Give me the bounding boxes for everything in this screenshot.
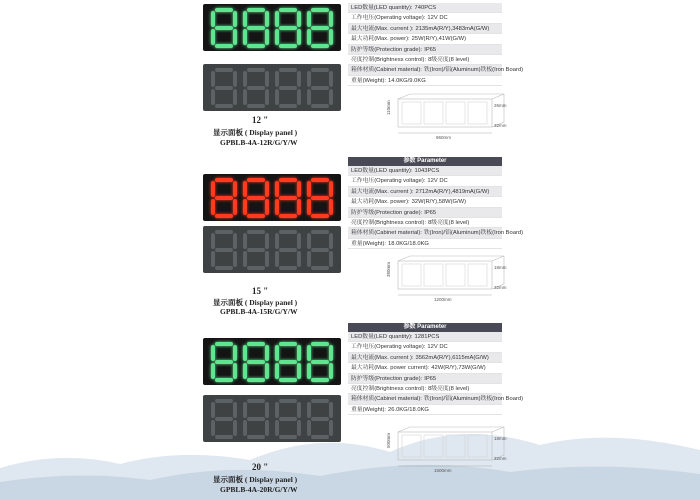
spec-key: 重量(Weight):	[351, 406, 387, 413]
model-code-20: GPBLB-4A-20R/G/Y/W	[220, 485, 298, 494]
spec-row	[348, 363, 502, 373]
spec-value: 26.0KG/18.0KG	[388, 406, 429, 413]
spec-table-20	[348, 323, 524, 415]
spec-key: 最大电流(Max. current ):	[351, 25, 414, 32]
spec-key: 最大功耗(Max. power):	[351, 36, 410, 43]
spec-row	[348, 3, 502, 13]
dim-side-15: 32mm	[494, 285, 507, 290]
spec-value: 8级亮度(8 level)	[428, 219, 470, 226]
parameter-header: 参数 Parameter	[348, 157, 502, 166]
spec-row	[348, 342, 502, 352]
spec-key: 重量(Weight):	[351, 77, 387, 84]
dim-depth-15: 18mm	[494, 265, 507, 270]
spec-key: 重量(Weight):	[351, 240, 387, 247]
seven-segment-digit	[211, 8, 237, 48]
display-panel-unlit-15	[203, 226, 341, 273]
spec-value: 42W(R/Y),73W(G/W)	[431, 365, 486, 372]
spec-value: IP65	[424, 209, 437, 216]
spec-value: 8级亮度(8 level)	[428, 385, 470, 392]
seven-segment-digit	[243, 8, 269, 48]
spec-row	[348, 34, 502, 44]
panel-size-label-20: 20 "	[252, 462, 269, 472]
spec-value: 740PCS	[414, 5, 437, 11]
spec-row	[348, 13, 502, 23]
seven-segment-digit	[275, 399, 301, 439]
spec-key: LED数量(LED quantity):	[351, 5, 413, 11]
spec-row	[348, 187, 502, 197]
display-panel-unlit-20	[203, 395, 341, 442]
spec-row	[348, 24, 502, 34]
model-code-12: GPBLB-4A-12R/G/Y/W	[220, 138, 298, 147]
spec-key: 亮度控制(Brightness control):	[351, 385, 427, 392]
dim-width-15: 1200mm	[434, 297, 452, 302]
spec-value: IP65	[424, 375, 437, 382]
panel-name-12: 显示面板 ( Display panel )	[213, 128, 298, 137]
spec-row	[348, 45, 502, 55]
dim-width-12: 960mm	[436, 135, 452, 140]
spec-value: 14.0KG/9.0KG	[388, 77, 426, 84]
spec-row	[348, 405, 502, 415]
dim-height-15: 380mm	[386, 261, 391, 277]
seven-segment-digit	[275, 342, 301, 382]
spec-key: 最大功耗(Max. power):	[351, 199, 410, 206]
spec-row	[348, 228, 524, 238]
spec-key: 工作电压(Operating voltage):	[351, 344, 426, 351]
spec-key: 亮度控制(Brightness control):	[351, 56, 427, 63]
seven-segment-digit	[243, 399, 269, 439]
dim-height-12: 110mm	[386, 100, 391, 115]
cabinet-drawing-20	[384, 426, 507, 474]
spec-row	[348, 332, 502, 342]
spec-row	[348, 197, 502, 207]
spec-row	[348, 55, 502, 65]
spec-key: 防护等级(Protection grade):	[351, 209, 423, 216]
dim-width-20: 1500mm	[434, 468, 452, 473]
spec-value: 32W(R/Y),58W(G/W)	[411, 199, 467, 206]
spec-row	[348, 166, 502, 176]
seven-segment-digit	[243, 68, 269, 108]
spec-value: 铁(Iron)/铝(Aluminum)铁板(Iron Board)	[423, 396, 524, 403]
seven-segment-digit	[243, 178, 269, 218]
seven-segment-digit	[307, 178, 333, 218]
seven-segment-digit	[307, 230, 333, 270]
spec-table-12	[348, 3, 524, 86]
spec-value: 2135mA(R/Y),3483mA(G/W)	[415, 25, 490, 32]
spec-row	[348, 76, 502, 86]
display-panel-lit-12	[203, 4, 341, 51]
display-panel-lit-15	[203, 174, 341, 221]
seven-segment-digit	[211, 342, 237, 382]
spec-value: 铁(Iron)/铝(Aluminum)铁板(Iron Board)	[423, 230, 524, 237]
spec-key: 防护等级(Protection grade):	[351, 46, 423, 53]
spec-value: 3562mA(R/Y),6115mA(G/W)	[415, 354, 489, 361]
cabinet-drawing-12	[384, 93, 507, 141]
display-panel-unlit-12	[203, 64, 341, 111]
seven-segment-digit	[275, 8, 301, 48]
spec-row	[348, 394, 524, 404]
spec-value: 12V DC	[427, 15, 448, 22]
spec-value: 12V DC	[427, 344, 448, 351]
spec-key: 箱体材质(Cabinet material):	[351, 67, 422, 74]
spec-table-15	[348, 157, 524, 249]
spec-row	[348, 353, 502, 363]
spec-row	[348, 176, 502, 186]
spec-value: 8级亮度(8 level)	[428, 56, 470, 63]
seven-segment-digit	[307, 342, 333, 382]
spec-row	[348, 65, 524, 75]
spec-key: 最大电流(Max. current ):	[351, 354, 414, 361]
dim-side-12: 32mm	[494, 123, 507, 128]
dim-depth-12: 26mm	[494, 103, 507, 108]
seven-segment-digit	[307, 399, 333, 439]
spec-row	[348, 384, 502, 394]
spec-value: 18.0KG/18.0KG	[388, 240, 429, 247]
spec-key: LED数量(LED quantity):	[351, 334, 413, 340]
seven-segment-digit	[211, 230, 237, 270]
model-code-15: GPBLB-4A-15R/G/Y/W	[220, 307, 298, 316]
seven-segment-digit	[211, 178, 237, 218]
seven-segment-digit	[243, 342, 269, 382]
spec-row	[348, 218, 502, 228]
spec-key: 最大功耗(Max. power current):	[351, 365, 430, 372]
spec-value: 铁(Iron)/铝(Aluminum)铁板(Iron Board)	[423, 67, 524, 74]
cabinet-drawing-15	[384, 255, 507, 303]
spec-value: 25W(R/Y),41W(G/W)	[411, 36, 467, 43]
panel-size-label-15: 15 "	[252, 286, 269, 296]
dim-height-20: 500mm	[386, 432, 391, 448]
spec-row	[348, 374, 502, 384]
seven-segment-digit	[275, 68, 301, 108]
spec-value: 1281PCS	[414, 334, 440, 340]
spec-value: 1043PCS	[414, 168, 440, 174]
spec-key: 防护等级(Protection grade):	[351, 375, 423, 382]
spec-row	[348, 239, 502, 249]
seven-segment-digit	[275, 178, 301, 218]
seven-segment-digit	[211, 68, 237, 108]
dim-depth-20: 18mm	[494, 436, 507, 441]
spec-value: IP65	[424, 46, 437, 53]
seven-segment-digit	[307, 68, 333, 108]
spec-key: 箱体材质(Cabinet material):	[351, 396, 422, 403]
panel-name-15: 显示面板 ( Display panel )	[213, 298, 298, 307]
spec-key: LED数量(LED quantity):	[351, 168, 413, 174]
seven-segment-digit	[211, 399, 237, 439]
spec-key: 工作电压(Operating voltage):	[351, 15, 426, 22]
spec-key: 最大电流(Max. current ):	[351, 188, 414, 195]
seven-segment-digit	[275, 230, 301, 270]
spec-key: 亮度控制(Brightness control):	[351, 219, 427, 226]
display-panel-lit-20	[203, 338, 341, 385]
seven-segment-digit	[307, 8, 333, 48]
spec-key: 工作电压(Operating voltage):	[351, 178, 426, 185]
panel-name-20: 显示面板 ( Display panel )	[213, 475, 298, 484]
spec-key: 箱体材质(Cabinet material):	[351, 230, 422, 237]
spec-value: 2712mA(R/Y),4819mA(G/W)	[415, 188, 490, 195]
spec-row	[348, 208, 502, 218]
dim-side-20: 32mm	[494, 456, 507, 461]
spec-value: 12V DC	[427, 178, 448, 185]
parameter-header: 参数 Parameter	[348, 323, 502, 332]
panel-size-label-12: 12 "	[252, 115, 269, 125]
seven-segment-digit	[243, 230, 269, 270]
